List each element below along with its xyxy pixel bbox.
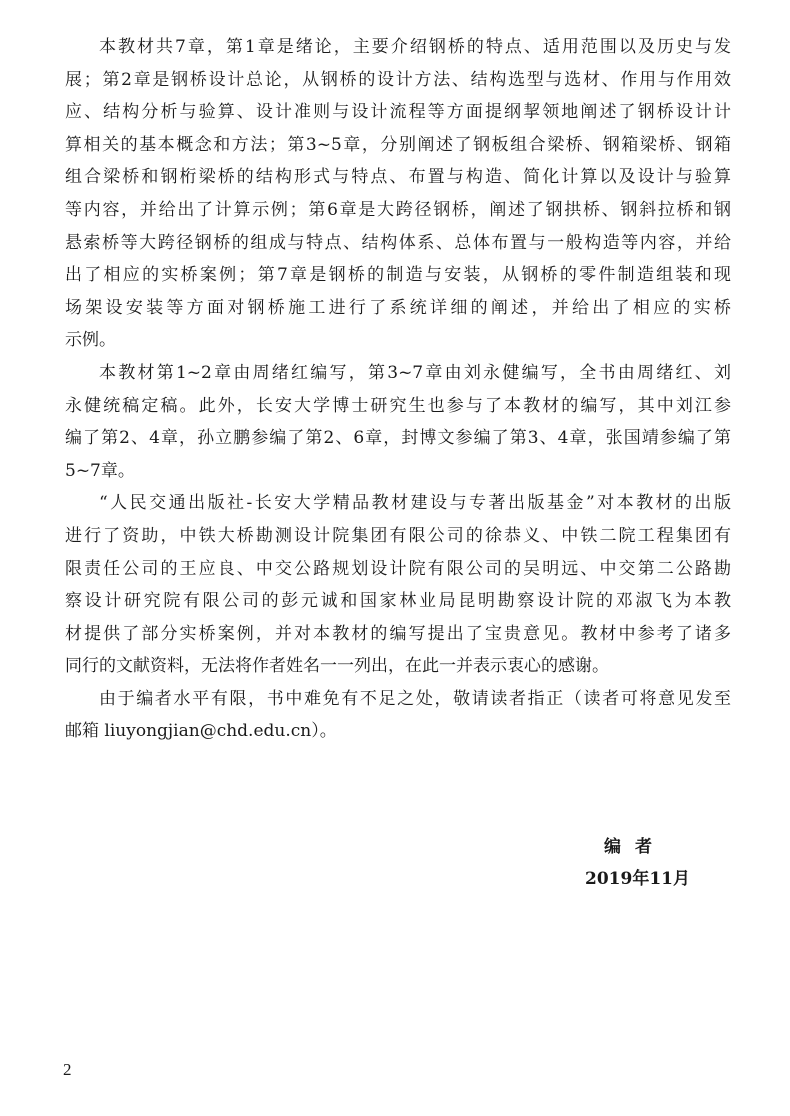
text-line: 组合梁桥和钢桁梁桥的结构形式与特点、布置与构造、简化计算以及设计与验算: [65, 167, 731, 188]
text-line: 由于编者水平有限，书中难免有不足之处，敬请读者指正（读者可将意见发至: [99, 688, 731, 709]
text-line: 邮箱 liuyongjian@chd.edu.cn）。: [65, 721, 337, 742]
text-line: 场架设安装等方面对钢桥施工进行了系统详细的阐述，并给出了相应的实桥: [65, 297, 731, 318]
text-line: 本教材第1~2章由周绪红编写，第3~7章由刘永健编写，全书由周绪红、刘: [99, 362, 731, 383]
text-line: 察设计研究院有限公司的彭元诚和国家林业局昆明勘察设计院的邓淑飞为本教: [65, 591, 731, 612]
signature-author: 编者: [604, 837, 666, 857]
preface-body: [65, 31, 731, 748]
signature-block: [560, 832, 690, 889]
text-line: 材提供了部分实桥案例，并对本教材的编写提出了宝贵意见。教材中参考了诸多: [65, 623, 731, 644]
paragraph: [65, 31, 731, 357]
text-line: 展；第2章是钢桥设计总论，从钢桥的设计方法、结构选型与选材、作用与作用效: [65, 69, 731, 90]
text-line: 进行了资助，中铁大桥勘测设计院集团有限公司的徐恭义、中铁二院工程集团有: [65, 525, 731, 546]
paragraph: [65, 357, 731, 487]
text-line: 应、结构分析与验算、设计准则与设计流程等方面提纲挈领地阐述了钢桥设计计: [65, 102, 731, 123]
text-line: 等内容，并给出了计算示例；第6章是大跨径钢桥，阐述了钢拱桥、钢斜拉桥和钢: [65, 199, 731, 220]
text-line: 编了第2、4章，孙立鹏参编了第2、6章，封博文参编了第3、4章，张国靖参编了第: [65, 428, 731, 449]
text-line: 永健统稿定稿。此外，长安大学博士研究生也参与了本教材的编写，其中刘江参: [65, 395, 731, 416]
paragraph: [65, 683, 731, 748]
text-line: “人民交通出版社-长安大学精品教材建设与专著出版基金”对本教材的出版: [99, 493, 731, 514]
page-number: 2: [63, 1060, 72, 1079]
text-line: 出了相应的实桥案例；第7章是钢桥的制造与安装，从钢桥的零件制造组装和现: [65, 265, 731, 286]
text-line: 限责任公司的王应良、中交公路规划设计院有限公司的吴明远、中交第二公路勘: [65, 558, 731, 579]
text-line: 5~7章。: [65, 460, 135, 481]
signature-date: 2019年11月: [585, 869, 690, 889]
paragraph: [65, 487, 731, 683]
text-line: 本教材共7章，第1章是绪论，主要介绍钢桥的特点、适用范围以及历史与发: [99, 37, 731, 57]
text-line: 算相关的基本概念和方法；第3~5章，分别阐述了钢板组合梁桥、钢箱梁桥、钢箱: [65, 134, 731, 155]
text-line: 悬索桥等大跨径钢桥的组成与特点、结构体系、总体布置与一般构造等内容，并给: [65, 232, 731, 253]
text-line: 示例。: [65, 330, 116, 351]
text-line: 同行的文献资料，无法将作者姓名一一列出，在此一并表示衷心的感谢。: [65, 656, 609, 677]
